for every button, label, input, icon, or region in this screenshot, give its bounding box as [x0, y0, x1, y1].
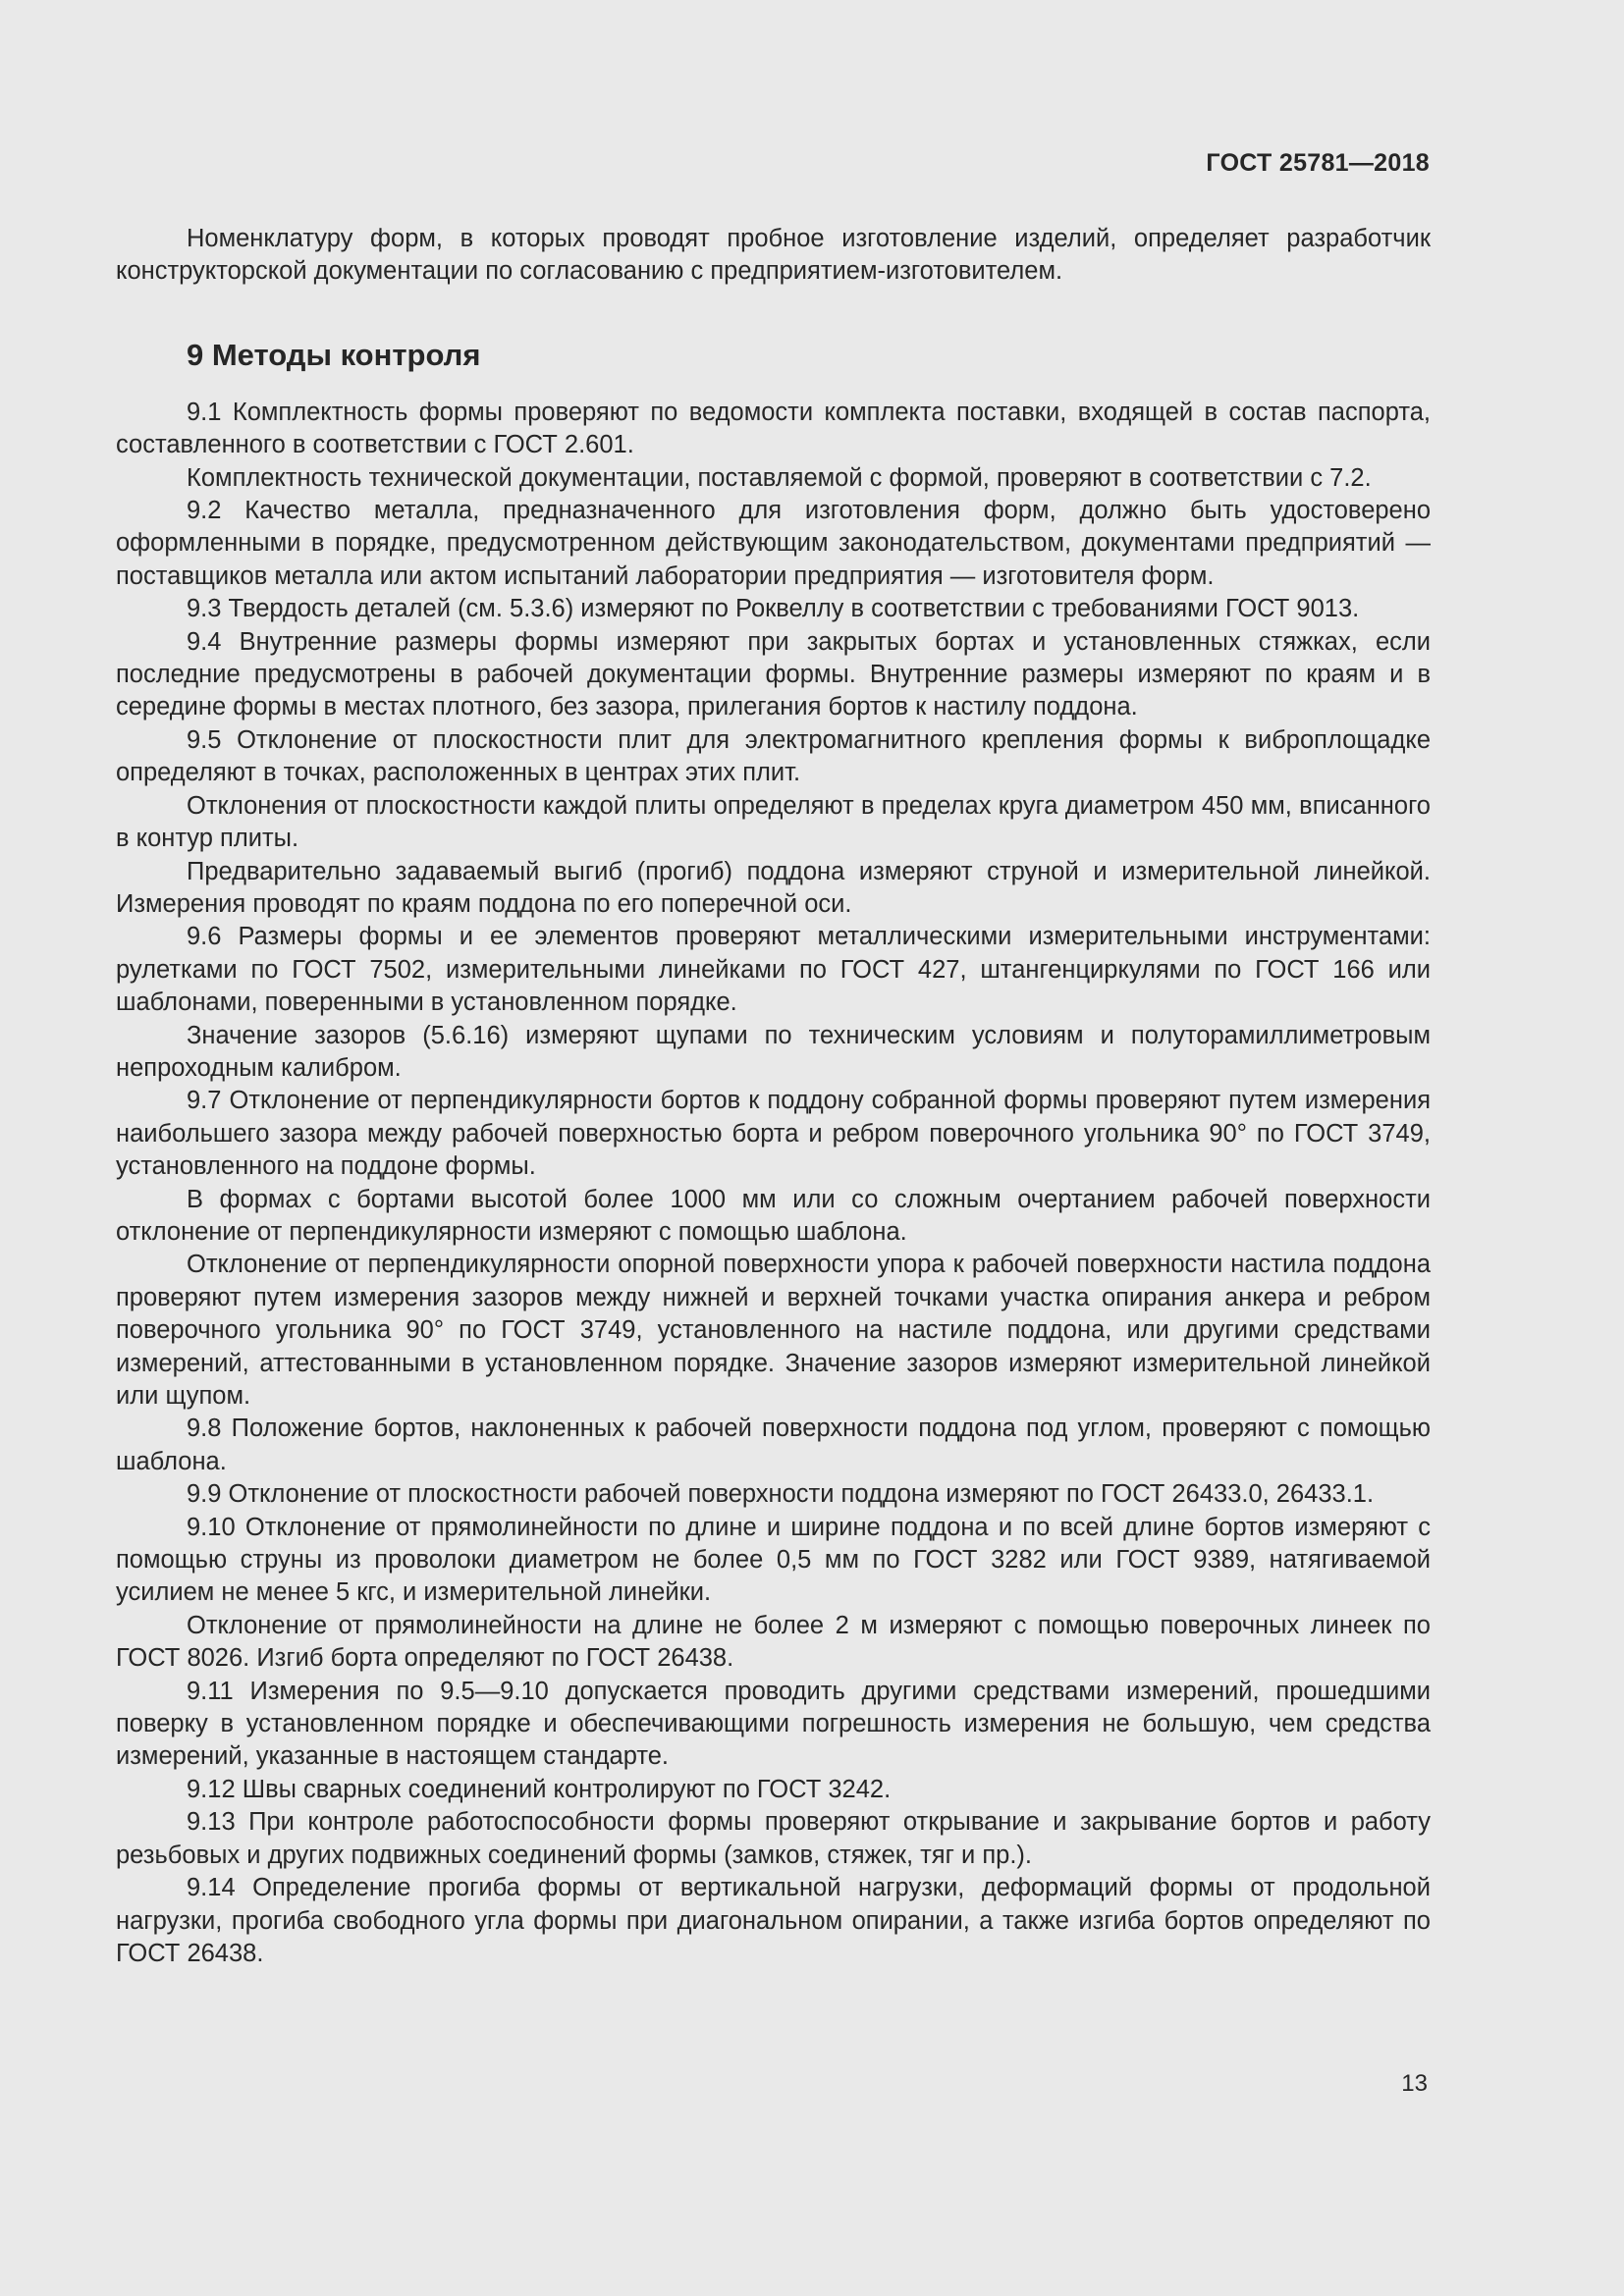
paragraph-9-12: 9.12 Швы сварных соединений контролируют по ГОСТ 3242. — [187, 1775, 892, 1803]
document-body — [116, 223, 1431, 1970]
document-code-header: ГОСТ 25781—2018 — [1206, 149, 1430, 177]
paragraph-9-1: 9.1 Комплектность формы проверяют по ведомости комплекта поставки, входящей в состав паспорта, составленного в соответствии с ГОСТ 2.601. — [116, 398, 1431, 459]
paragraph-9-9: 9.9 Отклонение от плоскостности рабочей поверхности поддона измеряют по ГОСТ 26433.0, 26433.1. — [187, 1480, 1375, 1509]
paragraph-9-1-docs: Комплектность технической документации, поставляемой с формой, проверяют в соответствии с 7.2. — [187, 463, 1372, 492]
paragraph-9-5: 9.5 Отклонение от плоскостности плит для электромагнитного крепления формы к виброплощадке определяют в точках, расположенных в центрах этих плит. — [116, 725, 1431, 787]
paragraph-9-11: 9.11 Измерения по 9.5—9.10 допускается проводить другими средствами измерений, прошедшими поверку в установленном порядке и обеспечивающими погрешность измерения не большую, чем средства измерений, указанные в настоящем стандарте. — [116, 1677, 1431, 1771]
paragraph-9-5-deflection: Предварительно задаваемый выгиб (прогиб) поддона измеряют струной и измерительной линейкой. Измерения проводят по краям поддона по его поперечной оси. — [116, 857, 1431, 918]
paragraph-9-7: 9.7 Отклонение от перпендикулярности бортов к поддону собранной формы проверяют путем измерения наибольшего зазора между рабочей поверхностью борта и ребром поверочного угольника 90° по ГОСТ 3749, установленного на поддоне формы. — [116, 1087, 1431, 1181]
paragraph-9-4: 9.4 Внутренние размеры формы измеряют при закрытых бортах и установленных стяжках, если последние предусмотрены в рабочей документации формы. Внутренние размеры измеряют по краям и в середине формы в местах плотного, без зазора, прилегания бортов к настилу поддона. — [116, 627, 1431, 721]
paragraph-9-5-flatness: Отклонения от плоскостности каждой плиты определяют в пределах круга диаметром 450 мм, вписанного в контур плиты. — [116, 791, 1431, 853]
paragraph-9-10-straightness: Отклонение от прямолинейности на длине не более 2 м измеряют с помощью поверочных линеек по ГОСТ 8026. Изгиб борта определяют по ГОСТ 26438. — [116, 1611, 1431, 1673]
paragraph-9-10: 9.10 Отклонение от прямолинейности по длине и ширине поддона и по всей длине бортов измеряют с помощью струны из проволоки диаметром не более 0,5 мм по ГОСТ 3282 или ГОСТ 9389, натягиваемой усилием не менее 5 кгс, и измерительной линейки. — [116, 1513, 1431, 1607]
paragraph-9-14: 9.14 Определение прогиба формы от вертикальной нагрузки, деформаций формы от продольной нагрузки, прогиба свободного угла формы при диагональном опирании, а также изгиба бортов определяют по ГОСТ 26438. — [116, 1874, 1431, 1967]
paragraph-9-3: 9.3 Твердость деталей (см. 5.3.6) измеряют по Роквеллу в соответствии с требованиями ГОСТ 9013. — [187, 595, 1360, 623]
paragraph-9-6: 9.6 Размеры формы и ее элементов проверяют металлическими измерительными инструментами: рулетками по ГОСТ 7502, измерительными линейками по ГОСТ 427, штангенциркулями по ГОСТ 166 или шаблонами, поверенными в установленном порядке. — [116, 923, 1431, 1017]
paragraph-9-7-stop: Отклонение от перпендикулярности опорной поверхности упора к рабочей поверхности настила поддона проверяют путем измерения зазоров между нижней и верхней точками участка опирания анкера и ребром поверочного угольника 90° по ГОСТ 3749, установленного на настиле поддона, или другими средствами измерений, аттестованными в установленном порядке. Значение зазоров измеряют измерительной линейкой или щупом. — [116, 1251, 1431, 1410]
intro-paragraph: Номенклатуру форм, в которых проводят пробное изготовление изделий, определяет разработчик конструкторской документации по согласованию с предприятием-изготовителем. — [116, 225, 1431, 286]
paragraph-9-6-gaps: Значение зазоров (5.6.16) измеряют щупами по техническим условиям и полуторамиллиметровым непроходным калибром. — [116, 1021, 1431, 1082]
page-number: 13 — [1401, 2070, 1428, 2097]
paragraph-9-2: 9.2 Качество металла, предназначенного для изготовления форм, должно быть удостоверено оформленными в порядке, предусмотренном действующим законодательством, документами предприятий — поставщиков металла или актом испытаний лаборатории предприятия — изготовителя форм. — [116, 497, 1431, 590]
paragraph-9-13: 9.13 При контроле работоспособности формы проверяют открывание и закрывание бортов и работу резьбовых и других подвижных соединений формы (замков, стяжек, тяг и пр.). — [116, 1808, 1431, 1869]
section-heading: 9 Методы контроля — [187, 337, 481, 372]
paragraph-9-8: 9.8 Положение бортов, наклоненных к рабочей поверхности поддона под углом, проверяют с помощью шаблона. — [116, 1415, 1431, 1475]
paragraph-9-7-template: В формах с бортами высотой более 1000 мм или со сложным очертанием рабочей поверхности отклонение от перпендикулярности измеряют с помощью шаблона. — [116, 1185, 1431, 1246]
